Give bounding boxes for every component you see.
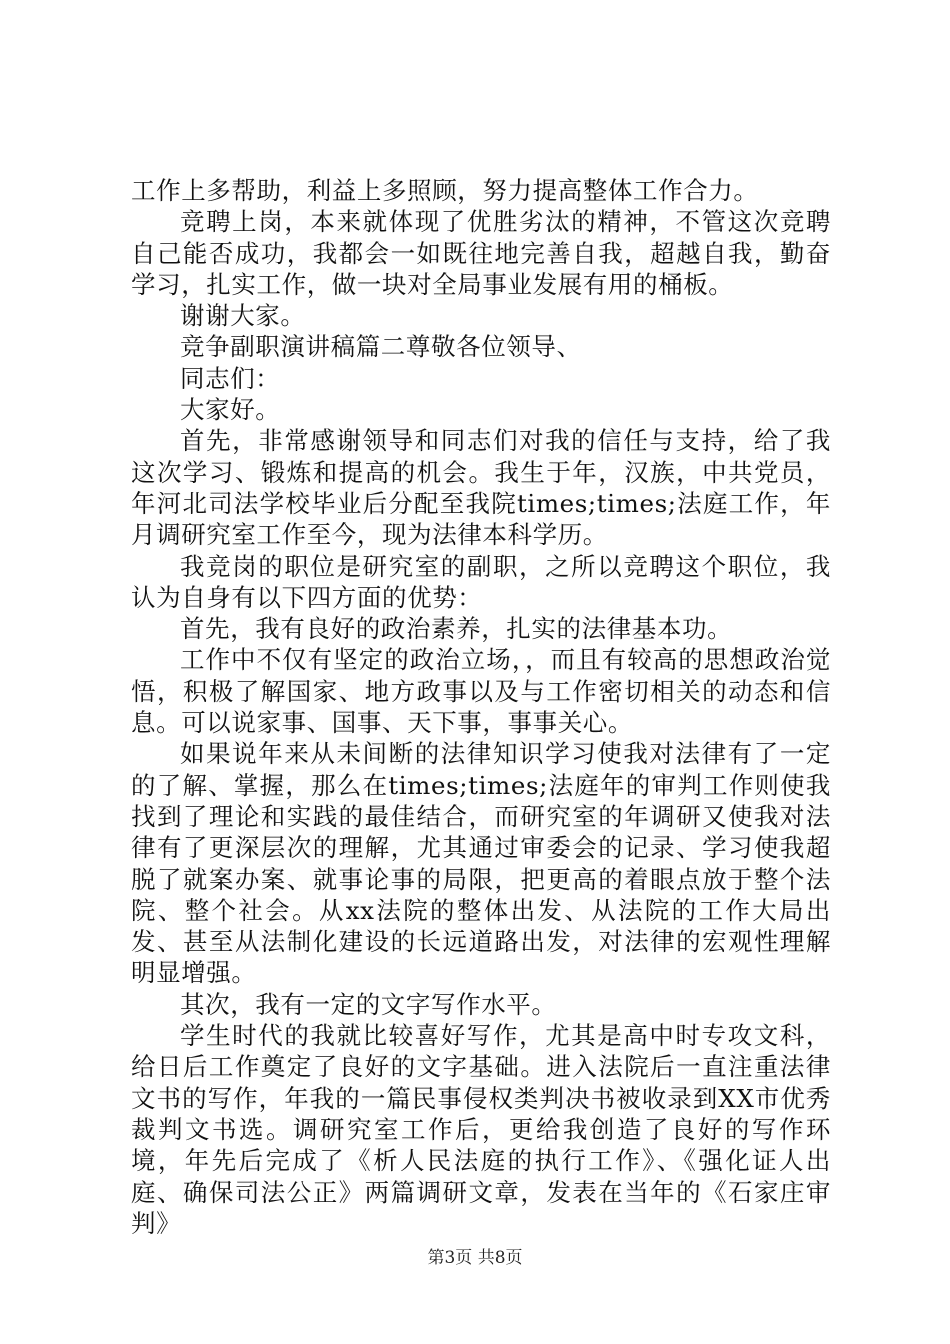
paragraph-3: 谢谢大家。 (180, 301, 306, 331)
paragraph-7: 首先，非常感谢领导和同志们对我的信任与支持，给了我这次学习、锻炼和提高的机会。我生于年，汉族，中共党员，年河北司法学校毕业后分配至我院times;times;法庭工作，年月调研究室工作至今，现为法律本科学历。 (131, 426, 831, 550)
paragraph-9: 首先，我有良好的政治素养，扎实的法律基本功。 (180, 614, 733, 644)
paragraph-2: 竞聘上岗，本来就体现了优胜劣汰的精神，不管这次竞聘自己能否成功，我都会一如既往地完善自我，超越自我，勤奋学习，扎实工作，做一块对全局事业发展有用的桶板。 (131, 207, 831, 299)
paragraph-10: 工作中不仅有坚定的政治立场，，而且有较高的思想政治觉悟，积极了解国家、地方政事以及与工作密切相关的动态和信息。可以说家事、国事、天下事，事事关心。 (131, 645, 831, 738)
paragraph-6: 大家好。 (180, 395, 281, 425)
paragraph-4: 竞争副职演讲稿篇二尊敬各位领导、 (180, 332, 582, 362)
paragraph-8: 我竞岗的职位是研究室的副职，之所以竞聘这个职位，我认为自身有以下四方面的优势： (131, 551, 831, 612)
document-body (131, 175, 831, 1239)
page-number-footer: 第3页 共8页 (427, 1248, 523, 1268)
paragraph-11: 如果说年来从未间断的法律知识学习使我对法律有了一定的了解、掌握，那么在times;times;法庭年的审判工作则使我找到了理论和实践的最佳结合，而研究室的年调研又使我对法律有了更深层次的理解，尤其通过审委会的记录、学习使我超脱了就案办案、就事论事的局限，把更高的着眼点放于整个法院、整个社会。从xx法院的整体出发、从法院的工作大局出发、甚至从法制化建设的长远道路出发，对法律的宏观性理解明显增强。 (131, 739, 831, 988)
paragraph-1: 工作上多帮助，利益上多照顾，努力提高整体工作合力。 (131, 176, 759, 205)
paragraph-12: 其次，我有一定的文字写作水平。 (180, 989, 557, 1019)
paragraph-13: 学生时代的我就比较喜好写作，尤其是高中时专攻文科，给日后工作奠定了良好的文字基础。进入法院后一直注重法律文书的写作，年我的一篇民事侵权类判决书被收录到XX市优秀裁判文书选。调研究室工作后，更给我创造了良好的写作环境，年先后完成了《析人民法庭的执行工作》、《强化证人出庭、确保司法公正》两篇调研文章，发表在当年的《石家庄审判》 (131, 1021, 831, 1238)
paragraph-5: 同志们： (180, 363, 281, 393)
